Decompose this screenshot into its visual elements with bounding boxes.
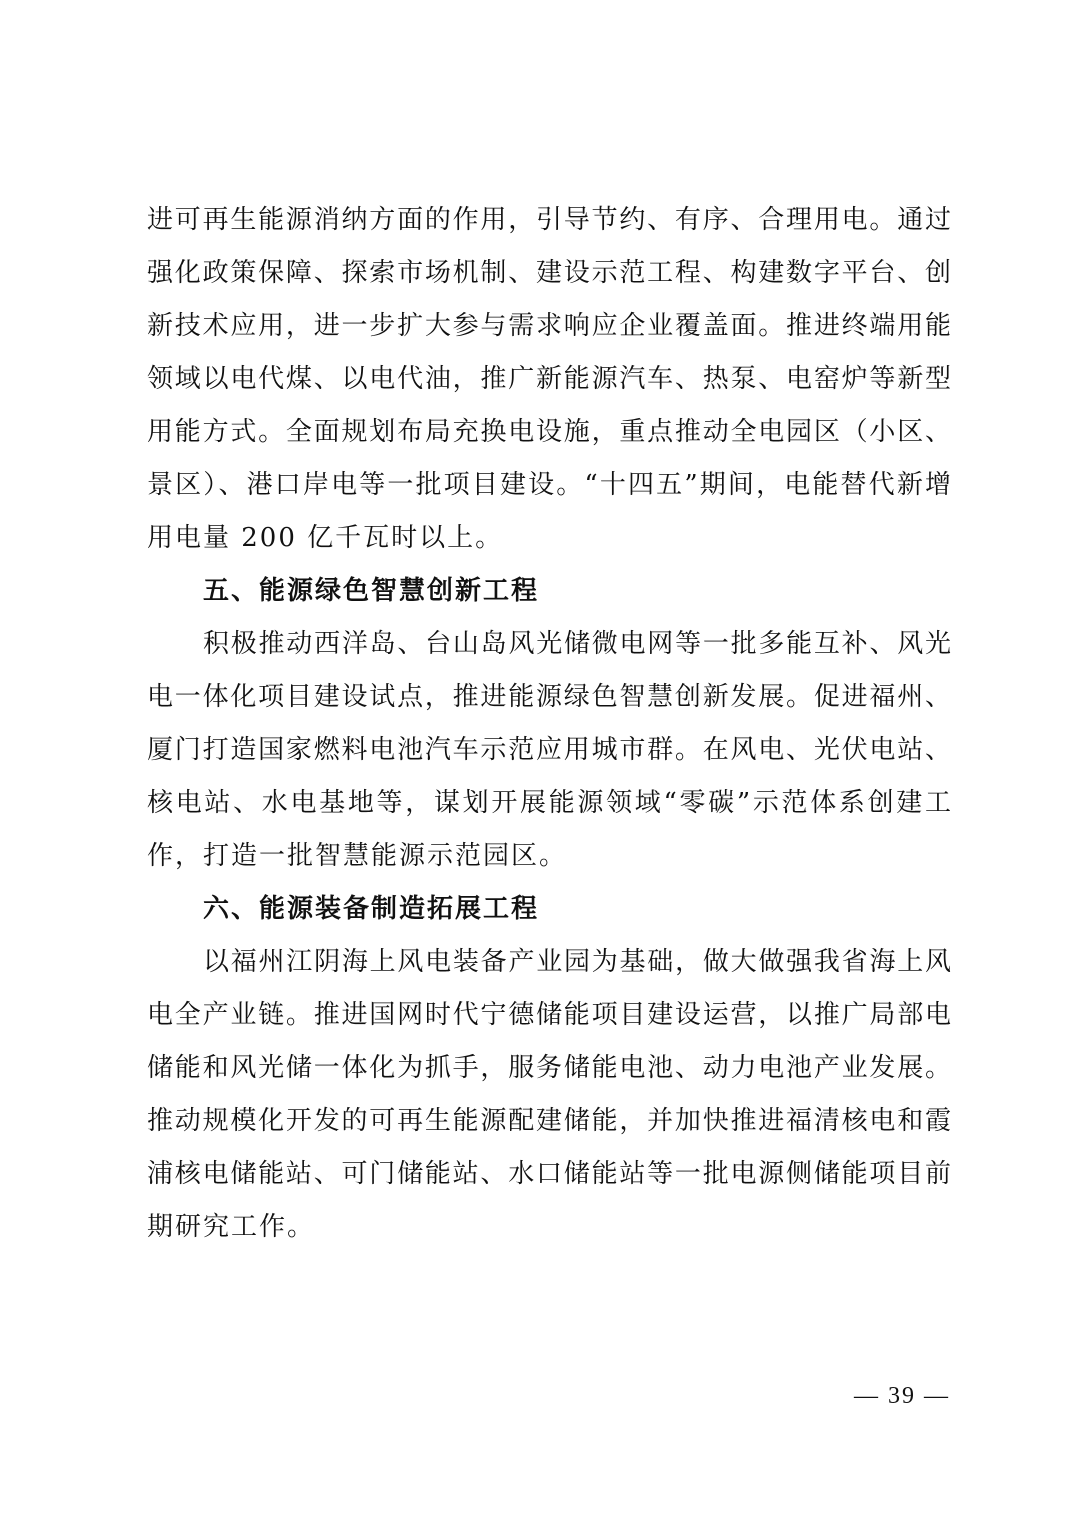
paragraph-line: 积极推动西洋岛、台山岛风光储微电网等一批多能互补、风光 (203, 629, 951, 659)
paragraph-line: 电全产业链。推进国网时代宁德储能项目建设运营，以推广局部电 (147, 1000, 951, 1030)
paragraph-line: 浦核电储能站、可门储能站、水口储能站等一批电源侧储能项目前 (147, 1159, 951, 1189)
paragraph-line: 核电站、水电基地等，谋划开展能源领域“零碳”示范体系创建工 (147, 788, 951, 818)
paragraph-line: 新技术应用，进一步扩大参与需求响应企业覆盖面。推进终端用能 (147, 311, 951, 341)
page-number: — 39 — (854, 1383, 950, 1409)
paragraph (147, 194, 951, 565)
paragraph-line: 用电量 200 亿千瓦时以上。 (147, 523, 504, 553)
paragraph-line: 强化政策保障、探索市场机制、建设示范工程、构建数字平台、创 (147, 258, 951, 288)
document-body (147, 194, 951, 1254)
paragraph-line: 推动规模化开发的可再生能源配建储能，并加快推进福清核电和霞 (147, 1106, 951, 1136)
paragraph-line: 用能方式。全面规划布局充换电设施，重点推动全电园区（小区、 (147, 417, 951, 447)
paragraph-line: 厦门打造国家燃料电池汽车示范应用城市群。在风电、光伏电站、 (147, 735, 951, 765)
paragraph (147, 936, 951, 1254)
paragraph-line: 储能和风光储一体化为抓手，服务储能电池、动力电池产业发展。 (147, 1053, 951, 1083)
section-heading: 五、能源绿色智慧创新工程 (203, 576, 540, 606)
paragraph (147, 618, 951, 883)
section-heading: 六、能源装备制造拓展工程 (203, 894, 540, 924)
paragraph-line: 以福州江阴海上风电装备产业园为基础，做大做强我省海上风 (203, 947, 951, 977)
paragraph-line: 进可再生能源消纳方面的作用，引导节约、有序、合理用电。通过 (147, 205, 951, 235)
paragraph-line: 电一体化项目建设试点，推进能源绿色智慧创新发展。促进福州、 (147, 682, 951, 712)
paragraph-line: 领域以电代煤、以电代油，推广新能源汽车、热泵、电窑炉等新型 (147, 364, 951, 394)
paragraph-line: 景区）、港口岸电等一批项目建设。“十四五”期间，电能替代新增 (147, 470, 951, 500)
paragraph-line: 作，打造一批智慧能源示范园区。 (147, 841, 568, 871)
paragraph-line: 期研究工作。 (147, 1212, 316, 1242)
